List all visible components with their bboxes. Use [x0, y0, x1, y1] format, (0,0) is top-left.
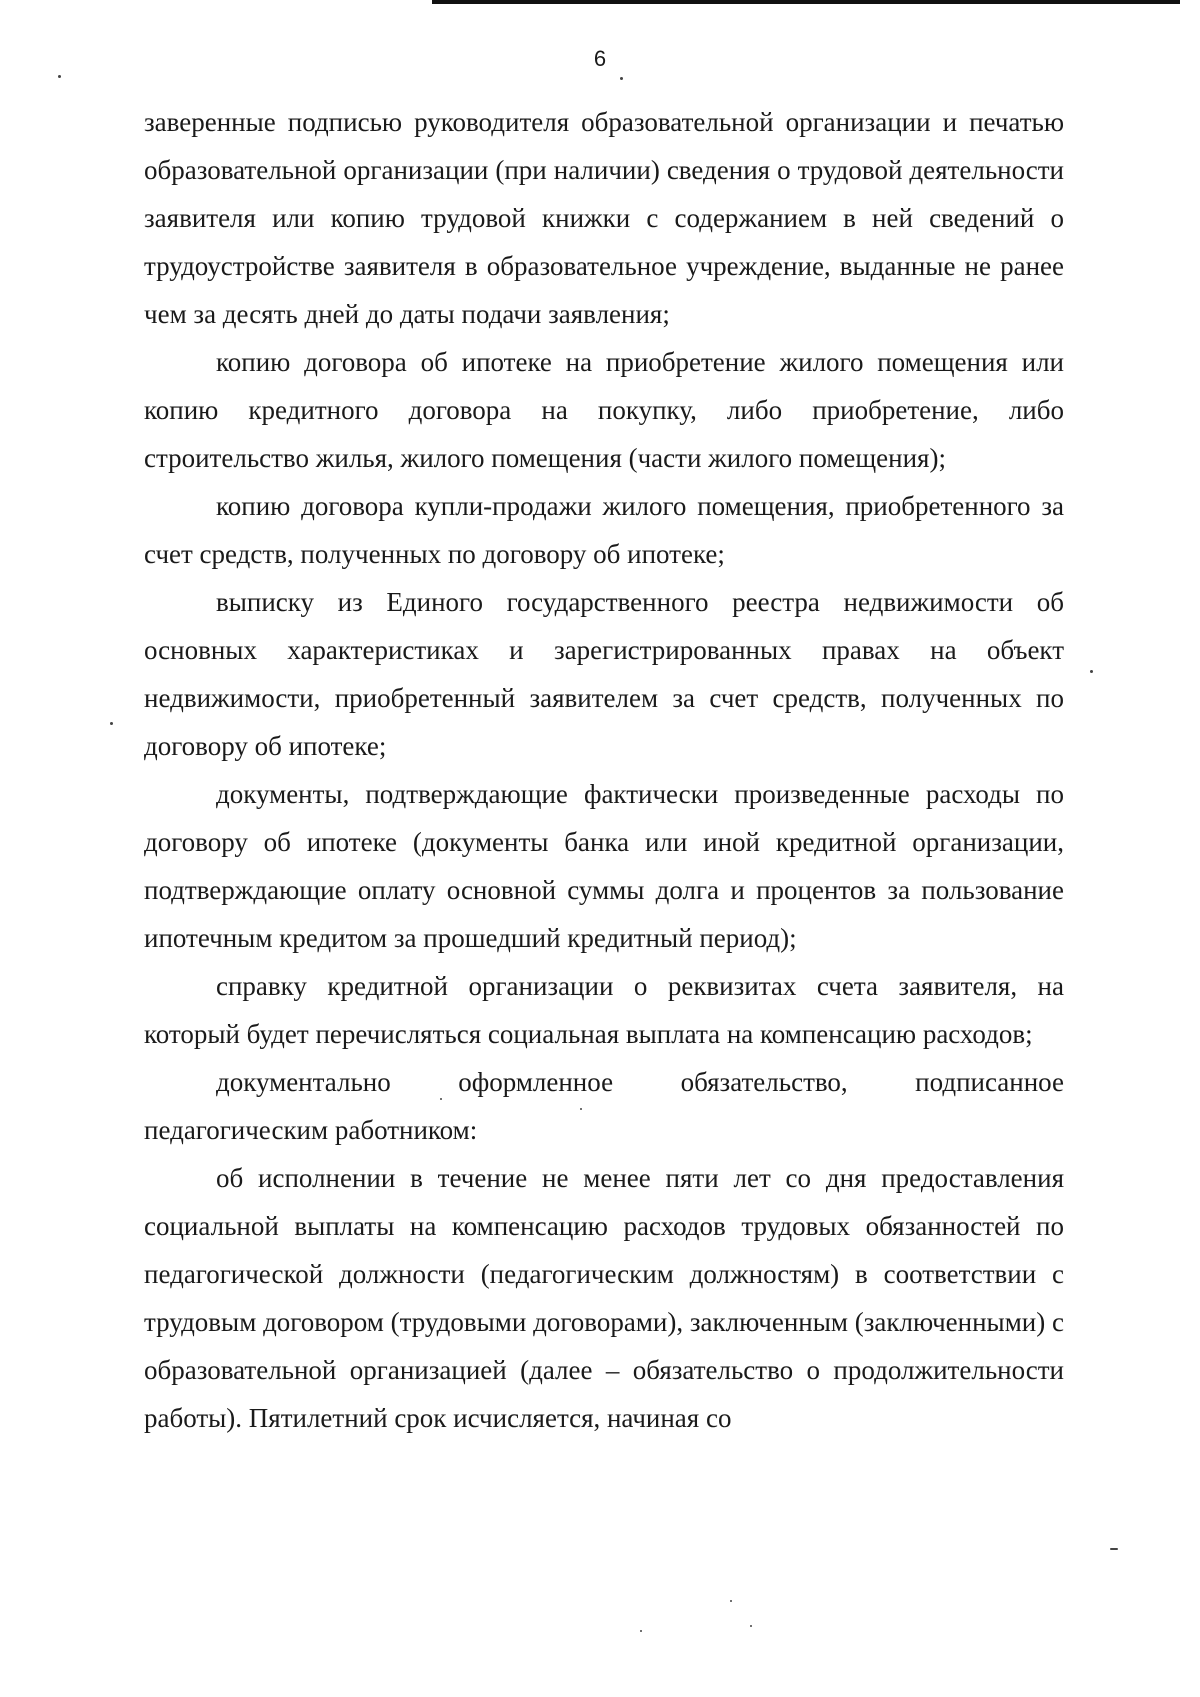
scan-speck — [110, 722, 113, 725]
paragraph-3: копию договора купли-продажи жилого помещения, приобретенного за счет средств, полученных по договору об ипотеке; — [144, 491, 1064, 569]
scan-speck — [1090, 670, 1093, 673]
paragraph-4: выписку из Единого государственного реестра недвижимости об основных характеристиках и зарегистрированных правах на объект недвижимости, приобретенный заявителем за счет средств, полученных по договору об ипотеке; — [144, 587, 1064, 761]
page-number: 6 — [593, 46, 607, 71]
paragraph-2: копию договора об ипотеке на приобретение жилого помещения или копию кредитного договора на покупку, либо приобретение, либо строительство жилья, жилого помещения (части жилого помещения); — [144, 347, 1064, 473]
scan-speck — [440, 1098, 442, 1100]
paragraph-7: документально оформленное обязательство, подписанное педагогическим работником: — [144, 1067, 1064, 1145]
scan-speck — [1110, 1548, 1118, 1550]
scan-speck — [580, 1108, 582, 1110]
paragraph-6: справку кредитной организации о реквизитах счета заявителя, на который будет перечисляться социальная выплата на компенсацию расходов; — [144, 971, 1064, 1049]
top-rule — [432, 0, 1180, 4]
paragraph-1: заверенные подписью руководителя образовательной организации и печатью образовательной организации (при наличии) сведения о трудовой деятельности заявителя или копию трудовой книжки с содержанием в ней сведений о трудоустройстве заявителя в образовательное учреждение, выданные не ранее чем за десять дней до даты подачи заявления; — [144, 107, 1064, 329]
document-body — [144, 98, 1064, 1442]
scan-speck — [750, 1625, 752, 1627]
scan-speck — [620, 77, 623, 80]
scan-speck — [730, 1600, 732, 1602]
paragraph-8: об исполнении в течение не менее пяти лет со дня предоставления социальной выплаты на компенсацию расходов трудовых обязанностей по педагогической должности (педагогическим должностям) в соответствии с трудовым договором (трудовыми договорами), заключенным (заключенными) с образовательной организацией (далее – обязательство о продолжительности работы). Пятилетний срок исчисляется, начиная со — [144, 1163, 1064, 1433]
paragraph-5: документы, подтверждающие фактически произведенные расходы по договору об ипотеке (документы банка или иной кредитной организации, подтверждающие оплату основной суммы долга и процентов за пользование ипотечным кредитом за прошедший кредитный период); — [144, 779, 1064, 953]
scan-speck — [58, 75, 61, 78]
scan-speck — [640, 1630, 642, 1632]
